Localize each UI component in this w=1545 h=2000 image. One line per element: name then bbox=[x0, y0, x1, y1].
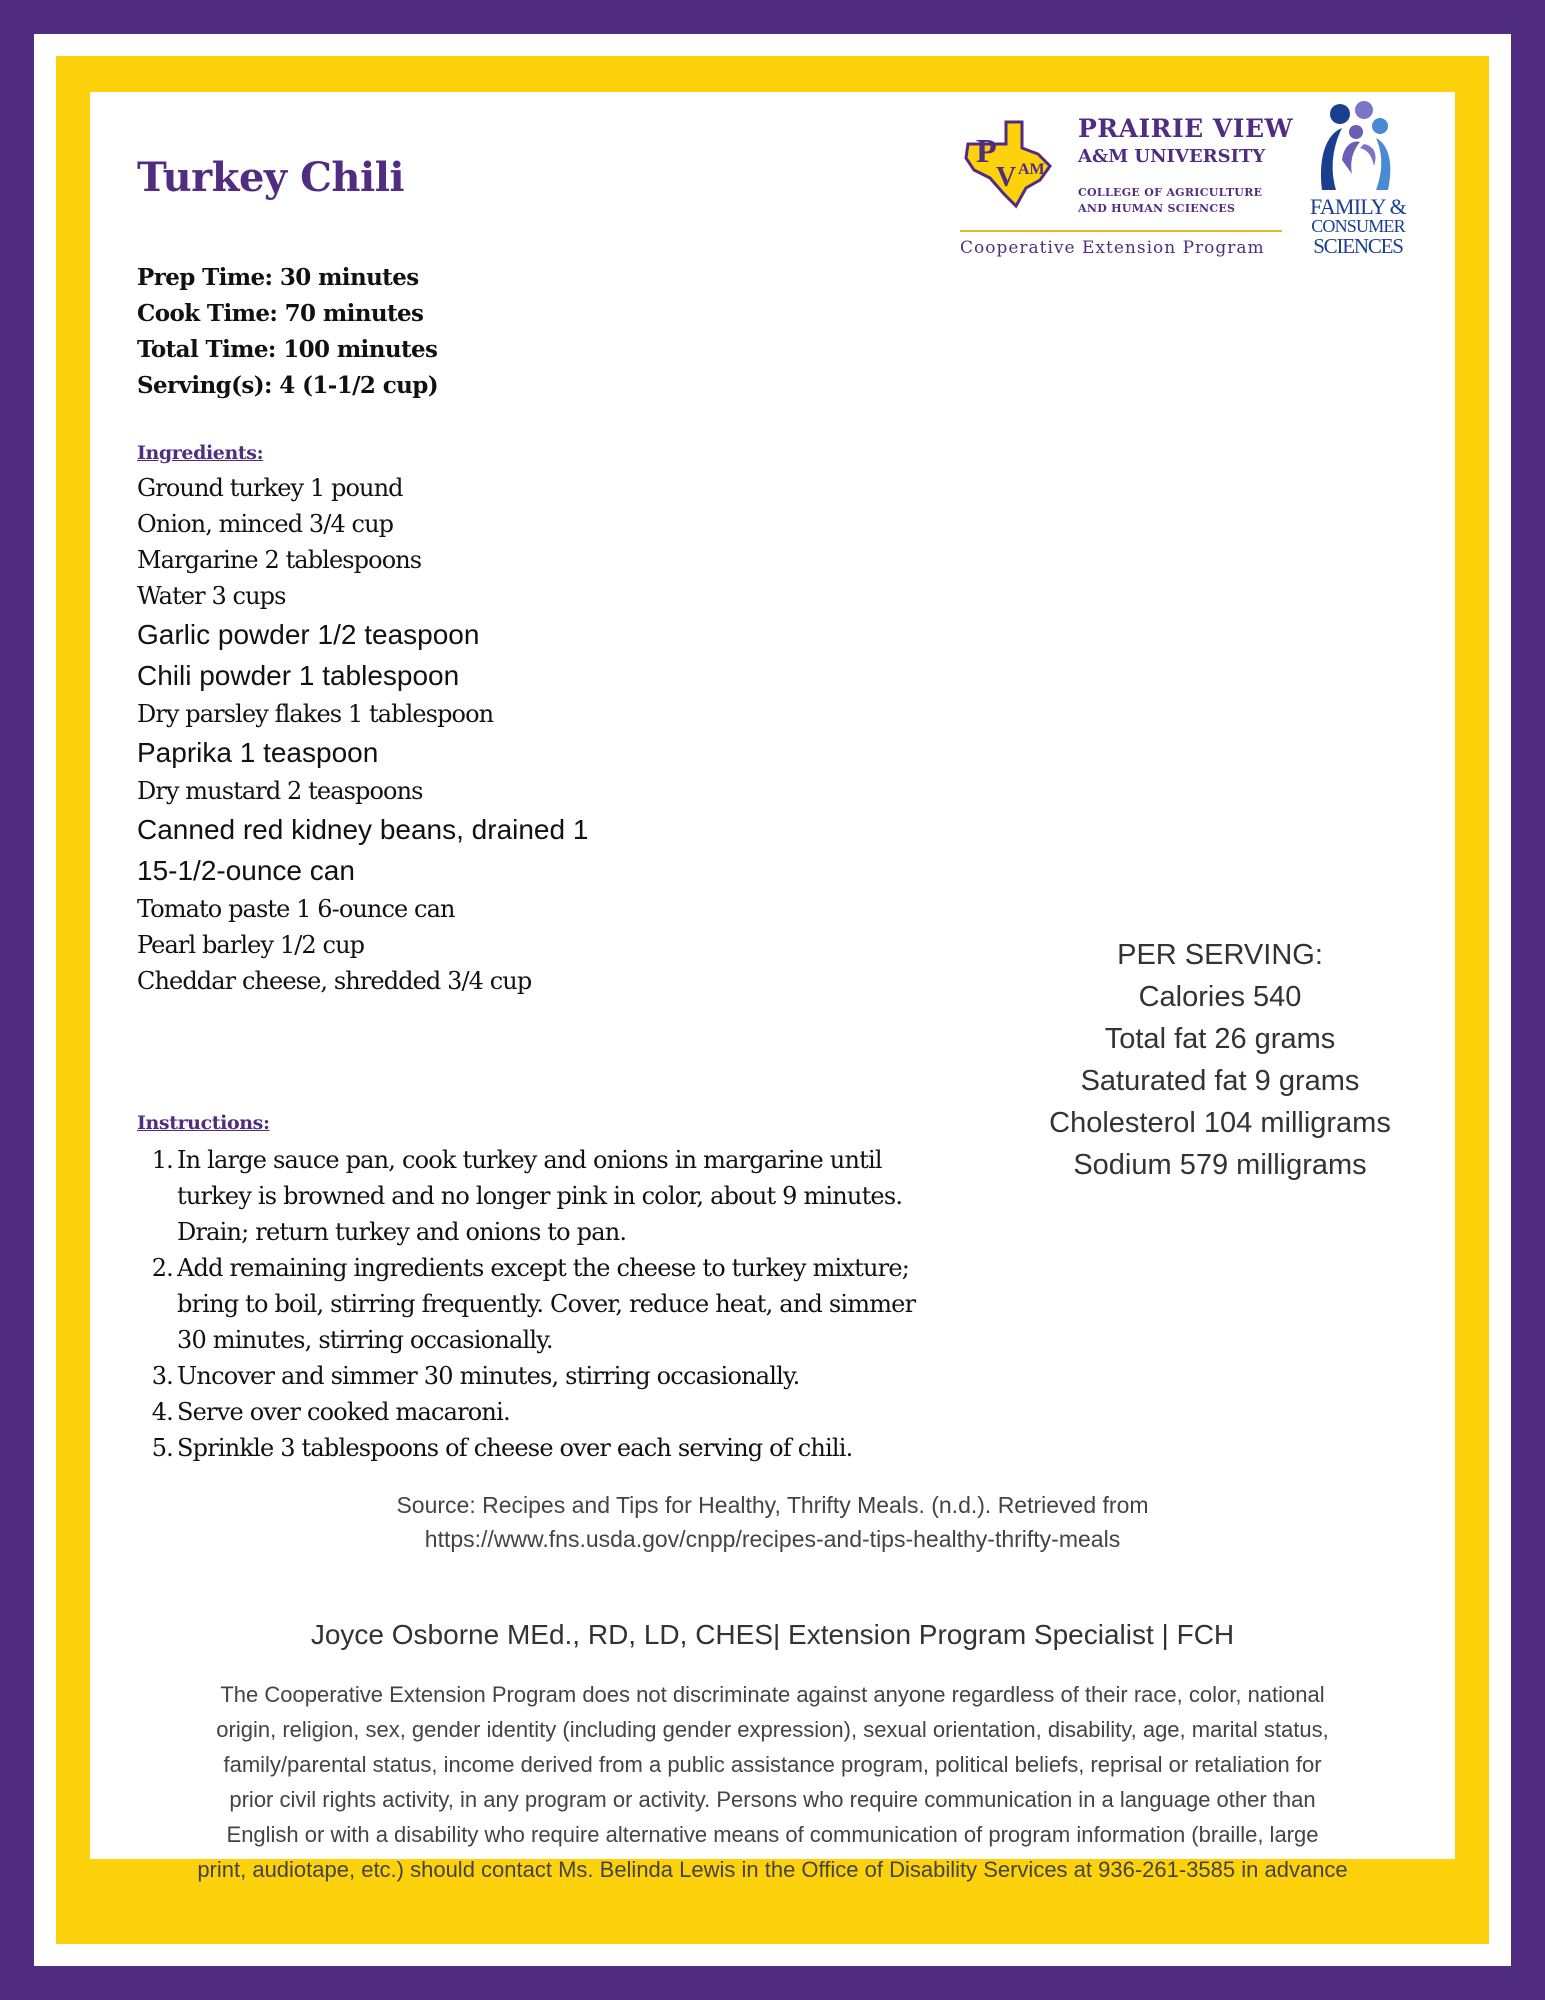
source-line: Source: Recipes and Tips for Healthy, Thrifty Meals. (n.d.). Retrieved from bbox=[396, 1492, 1149, 1518]
instructions-list bbox=[137, 1142, 927, 1466]
recipe-meta bbox=[137, 260, 438, 404]
disclaimer-line: print, audiotape, etc.) should contact Ms. Belinda Lewis in the Office of Disability Services at 936-261-3585 in advance bbox=[197, 1857, 1348, 1882]
family-figures-icon bbox=[1308, 100, 1408, 192]
step-text: Sprinkle 3 tablespoons of cheese over each serving of chili. bbox=[177, 1434, 853, 1462]
disclaimer-line: The Cooperative Extension Program does not discriminate against anyone regardless of their race, color, national bbox=[220, 1682, 1325, 1707]
disclaimer-line: family/parental status, income derived from a public assistance program, political beliefs, reprisal or retaliation for bbox=[223, 1752, 1322, 1777]
source-citation bbox=[90, 1488, 1455, 1556]
instruction-step bbox=[137, 1142, 927, 1250]
prep-time: Prep Time: 30 minutes bbox=[137, 264, 419, 291]
fcs-text-sciences: SCIENCES bbox=[1313, 234, 1403, 258]
author-credit: Joyce Osborne MEd., RD, LD, CHES| Extension Program Specialist | FCH bbox=[310, 1619, 1235, 1650]
ingredient-item: Pearl barley 1/2 cup bbox=[137, 931, 365, 959]
nutrition-facts bbox=[990, 934, 1450, 1186]
nutrition-sodium: Sodium 579 milligrams bbox=[1073, 1149, 1367, 1181]
nondiscrimination-statement bbox=[90, 1677, 1455, 1887]
pvamu-shield-icon bbox=[960, 114, 1056, 210]
disclaimer-line: origin, religion, sex, gender identity (including gender expression), sexual orientation, disability, age, marital status, bbox=[216, 1717, 1329, 1742]
recipe-card bbox=[90, 92, 1455, 1882]
ingredient-item: Tomato paste 1 6-ounce can bbox=[137, 895, 455, 923]
instruction-step bbox=[137, 1358, 927, 1394]
step-number: 5. bbox=[151, 1434, 173, 1462]
step-number: 2. bbox=[151, 1254, 173, 1282]
ingredient-item: 15-1/2-ounce can bbox=[137, 855, 355, 886]
instruction-step bbox=[137, 1394, 927, 1430]
svg-text:AM: AM bbox=[1018, 161, 1045, 178]
ingredient-item: Dry parsley flakes 1 tablespoon bbox=[137, 700, 494, 728]
step-text: In large sauce pan, cook turkey and onions in margarine until turkey is browned and no longer pink in color, about 9 minutes. Drain; return turkey and onions to pan. bbox=[177, 1146, 903, 1246]
step-number: 3. bbox=[151, 1362, 173, 1390]
yellow-frame bbox=[56, 56, 1489, 1944]
ingredients-heading: Ingredients: bbox=[137, 442, 264, 464]
instructions-heading: Instructions: bbox=[137, 1112, 270, 1134]
pvamu-logo bbox=[960, 106, 1294, 258]
svg-text:V: V bbox=[996, 162, 1017, 193]
nutrition-cholesterol: Cholesterol 104 milligrams bbox=[1049, 1107, 1391, 1139]
white-frame bbox=[34, 34, 1511, 1966]
ingredient-item: Ground turkey 1 pound bbox=[137, 474, 403, 502]
step-text: Uncover and simmer 30 minutes, stirring occasionally. bbox=[177, 1362, 800, 1390]
disclaimer-line: English or with a disability who require alternative means of communication of program information (braille, large bbox=[226, 1822, 1319, 1847]
step-number: 1. bbox=[151, 1146, 173, 1174]
pvamu-college-line1: COLLEGE OF AGRICULTURE bbox=[1078, 186, 1263, 199]
ingredient-item: Garlic powder 1/2 teaspoon bbox=[137, 619, 480, 650]
step-text: Add remaining ingredients except the cheese to turkey mixture; bring to boil, stirring frequently. Cover, reduce heat, and simmer 30 minutes, stirring occasionally. bbox=[177, 1254, 916, 1354]
ingredient-item: Dry mustard 2 teaspoons bbox=[137, 777, 423, 805]
nutrition-saturated-fat: Saturated fat 9 grams bbox=[1080, 1065, 1360, 1097]
ingredient-item: Onion, minced 3/4 cup bbox=[137, 510, 394, 538]
svg-text:P: P bbox=[976, 133, 997, 170]
nutrition-heading: PER SERVING: bbox=[1117, 939, 1323, 971]
servings: Serving(s): 4 (1-1/2 cup) bbox=[137, 372, 439, 399]
program-name: Cooperative Extension Program bbox=[960, 238, 1265, 258]
nutrition-total-fat: Total fat 26 grams bbox=[1104, 1023, 1336, 1055]
total-time: Total Time: 100 minutes bbox=[137, 336, 438, 363]
fcs-text-consumer: CONSUMER bbox=[1311, 216, 1405, 236]
disclaimer-line: prior civil rights activity, in any program or activity. Persons who require communication in a language other than bbox=[229, 1787, 1316, 1812]
recipe-title: Turkey Chili bbox=[137, 154, 405, 201]
step-number: 4. bbox=[151, 1398, 173, 1426]
cook-time: Cook Time: 70 minutes bbox=[137, 300, 424, 327]
fcs-logo bbox=[1298, 100, 1418, 260]
ingredient-item: Paprika 1 teaspoon bbox=[137, 737, 379, 768]
step-text: Serve over cooked macaroni. bbox=[177, 1398, 510, 1426]
pvamu-college-line2: AND HUMAN SCIENCES bbox=[1078, 202, 1236, 215]
ingredient-item: Cheddar cheese, shredded 3/4 cup bbox=[137, 967, 532, 995]
instruction-step bbox=[137, 1430, 927, 1466]
ingredient-item: Water 3 cups bbox=[137, 582, 286, 610]
instruction-step bbox=[137, 1250, 927, 1358]
ingredient-item: Chili powder 1 tablespoon bbox=[137, 660, 460, 691]
ingredients-list bbox=[137, 470, 588, 999]
ingredient-item: Margarine 2 tablespoons bbox=[137, 546, 422, 574]
ingredient-item: Canned red kidney beans, drained 1 bbox=[137, 814, 589, 845]
logo-divider bbox=[960, 230, 1282, 232]
nutrition-calories: Calories 540 bbox=[1138, 981, 1302, 1013]
pvamu-name: PRAIRIE VIEW bbox=[1078, 114, 1294, 143]
fcs-text-family: FAMILY & bbox=[1310, 194, 1406, 219]
pvamu-university: A&M UNIVERSITY bbox=[1078, 146, 1266, 167]
source-url: https://www.fns.usda.gov/cnpp/recipes-and-tips-healthy-thrifty-meals bbox=[424, 1526, 1121, 1552]
